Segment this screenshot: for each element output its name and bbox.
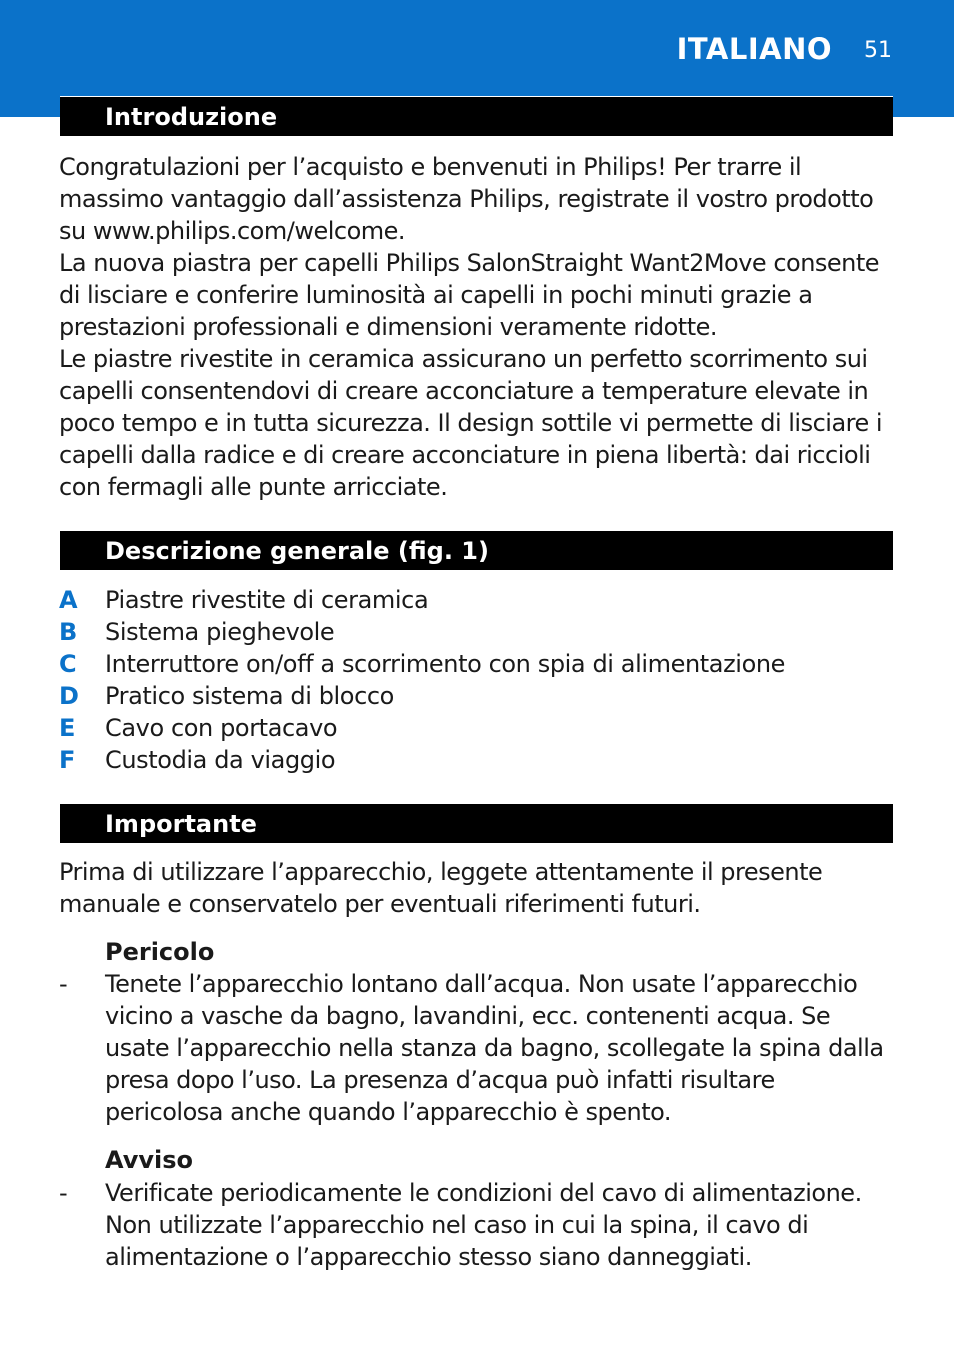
danger-text: Tenete l’apparecchio lontano dall’acqua. Non usate l’apparecchio vicino a vasche da bagno, lavandini, ecc. contenenti acqua. Se usate l’apparecchio nella stanza da bagno, scollegate la spina dalla presa dopo l’uso. La presenza d’acqua può infatti risultare pericolosa anche quando l’apparecchio è spento. [105,970,884,1126]
list-item [59,616,899,648]
item-letter: B [59,618,77,646]
item-text: Pratico sistema di blocco [105,682,394,710]
item-letter: E [59,714,75,742]
danger-item [59,968,899,1128]
language-label: ITALIANO [676,32,832,66]
item-text: Piastre rivestite di ceramica [105,586,429,614]
dash-marker: - [59,1179,68,1207]
warning-heading: Avviso [105,1146,194,1174]
intro-paragraph: Congratulazioni per l’acquisto e benvenuti in Philips! Per trarre il massimo vantaggio dall’assistenza Philips, registrate il vostro prodotto su www.philips.com/welcome. [59,153,874,245]
item-letter: F [59,746,75,774]
intro-paragraph: Le piastre rivestite in ceramica assicurano un perfetto scorrimento sui capelli consentendovi di creare acconciature a temperature elevate in poco tempo e in tutta sicurezza. Il design sottile vi permette di lisciare i capelli dalla radice e di creare acconciature in piena libertà: dai riccioli con fermagli alle punte arricciate. [59,345,883,501]
page-number: 51 [864,38,892,63]
section-title-important: Importante [60,803,893,843]
item-letter: C [59,650,77,678]
item-letter: D [59,682,79,710]
section-title-intro: Introduzione [60,96,893,136]
list-item [59,712,899,744]
intro-paragraph: La nuova piastra per capelli Philips SalonStraight Want2Move consente di lisciare e conferire luminosità ai capelli in pochi minuti grazie a prestazioni professionali e dimensioni veramente ridotte. [59,249,880,341]
warning-item [59,1177,899,1273]
danger-heading: Pericolo [105,938,215,966]
item-text: Interruttore on/off a scorrimento con spia di alimentazione [105,650,786,678]
dash-marker: - [59,970,68,998]
intro-text [59,151,899,503]
important-intro: Prima di utilizzare l’apparecchio, leggete attentamente il presente manuale e conservatelo per eventuali riferimenti futuri. [59,858,823,918]
feature-list [59,584,899,776]
list-item [59,680,899,712]
item-text: Sistema pieghevole [105,618,335,646]
list-item [59,648,899,680]
item-text: Custodia da viaggio [105,746,336,774]
list-item [59,584,899,616]
section-title-overview: Descrizione generale (fig. 1) [60,530,893,570]
item-letter: A [59,586,78,614]
item-text: Cavo con portacavo [105,714,338,742]
warning-text: Verificate periodicamente le condizioni del cavo di alimentazione. Non utilizzate l’apparecchio nel caso in cui la spina, il cavo di alimentazione o l’apparecchio stesso siano danneggiati. [105,1179,862,1271]
list-item [59,744,899,776]
